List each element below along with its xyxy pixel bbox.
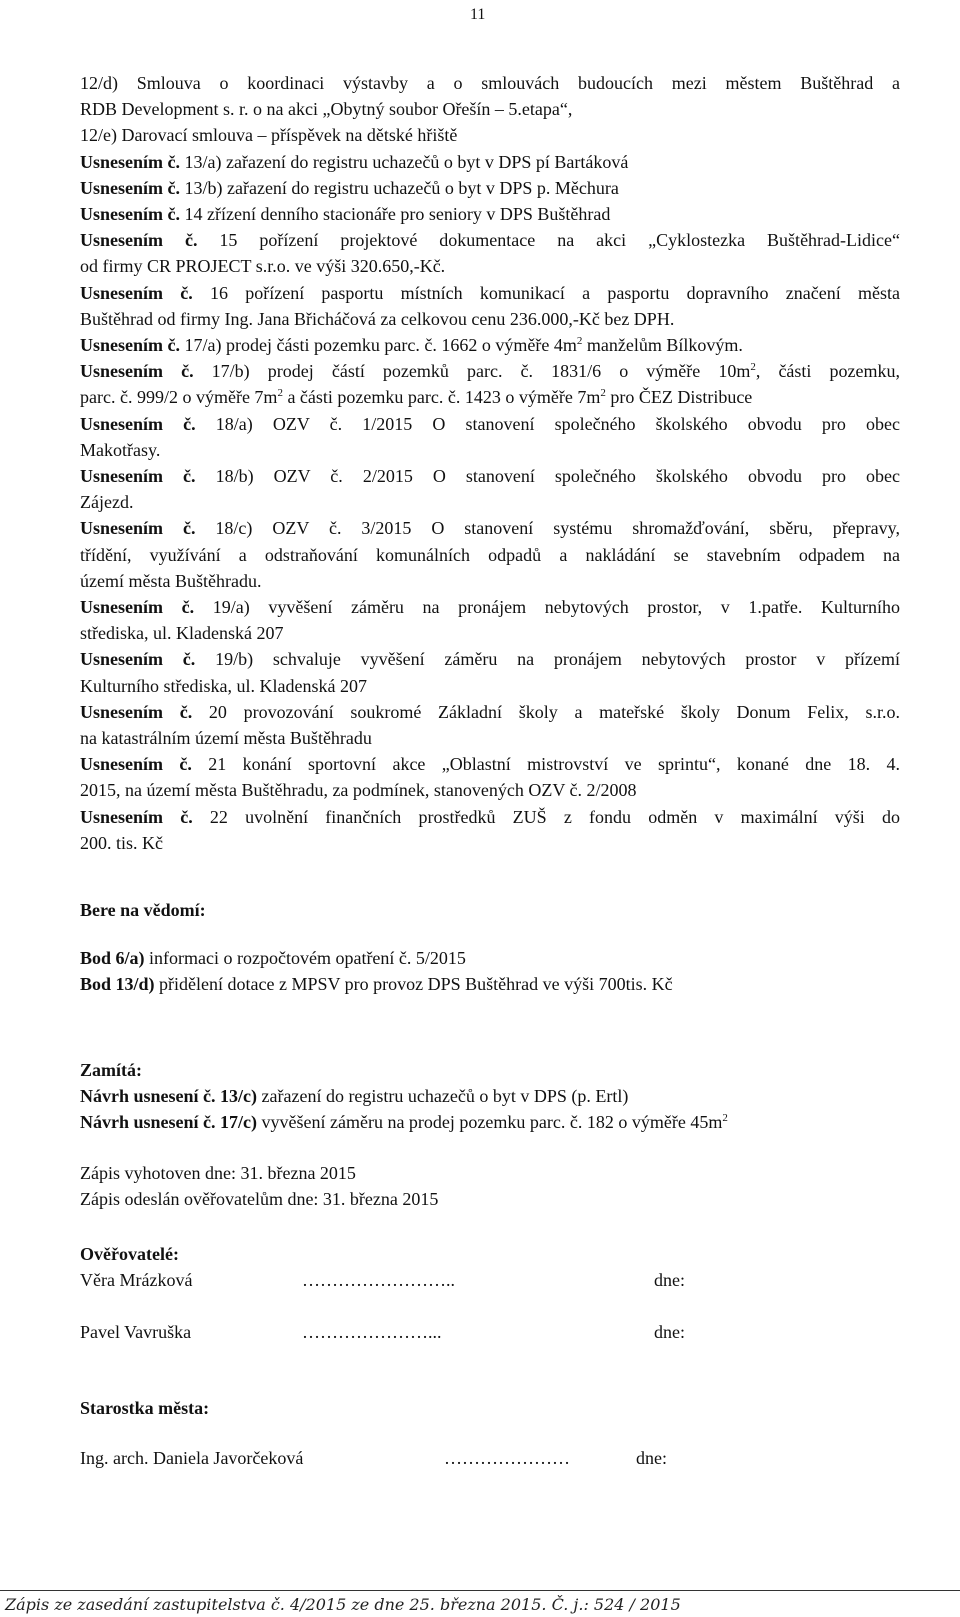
resolution-line: území města Buštěhradu. xyxy=(80,570,262,591)
noted-heading: Bere na vědomí: xyxy=(80,900,206,920)
signature-dots: …………………... xyxy=(302,1322,442,1342)
resolution-line: 2015, na území města Buštěhradu, za podmínek, stanovených OZV č. 2/2008 xyxy=(80,780,637,801)
resolution-line: 200. tis. Kč xyxy=(80,832,163,853)
page-number: 11 xyxy=(470,6,486,23)
verifier-name: Věra Mrázková xyxy=(80,1270,193,1290)
mayor-heading: Starostka města: xyxy=(80,1398,210,1418)
resolution-line: střediska, ul. Kladenská 207 xyxy=(80,623,284,644)
rejected-item: Návrh usnesení č. 13/c) zařazení do registru uchazečů o byt v DPS (p. Ertl) xyxy=(80,1086,629,1106)
resolution-line: Usnesením č. 20 provozování soukromé Základní školy a mateřské školy Donum Felix, s.r.o. xyxy=(80,701,900,722)
mayor-row xyxy=(80,1445,900,1471)
signature-dots: …………………….. xyxy=(302,1270,455,1290)
resolution-line: Usnesením č. 13/b) zařazení do registru uchazečů o byt v DPS p. Měchura xyxy=(80,177,619,198)
resolution-line: Usnesením č. 18/b) OZV č. 2/2015 O stanovení společného školského obvodu pro obec xyxy=(80,466,900,487)
verifier-row xyxy=(80,1319,900,1345)
date-label: dne: xyxy=(654,1322,685,1342)
rejected-section xyxy=(80,1057,900,1135)
verifiers-heading: Ověřovatelé: xyxy=(80,1244,179,1264)
signature-dots: ………………… xyxy=(444,1448,570,1468)
resolution-line: Usnesením č. 15 pořízení projektové dokumentace na akci „Cyklostezka Buštěhrad-Lidice“ xyxy=(80,230,900,251)
resolution-line: na katastrálním území města Buštěhradu xyxy=(80,728,372,749)
record-created: Zápis vyhotoven dne: 31. března 2015 xyxy=(80,1163,356,1183)
resolution-line: Usnesením č. 18/a) OZV č. 1/2015 O stanovení společného školského obvodu pro obec xyxy=(80,413,901,434)
resolution-line: 12/e) Darovací smlouva – příspěvek na dětské hřiště xyxy=(80,125,458,146)
noted-section xyxy=(80,897,900,997)
resolution-line: Usnesením č. 19/a) vyvěšení záměru na pronájem nebytových prostor, v 1.patře. Kulturního xyxy=(80,597,900,618)
rejected-item: Návrh usnesení č. 17/c) vyvěšení záměru na prodej pozemku parc. č. 182 o výměře $45m^2$ xyxy=(80,1112,728,1133)
footer-text: Zápis ze zasedání zastupitelstva č. 4/2015 ze dne 25. března 2015. Č. j.: 524 / 2015 xyxy=(5,1595,681,1614)
mayor-section xyxy=(80,1395,900,1471)
resolution-line: Usnesením č. 19/b) schvaluje vyvěšení záměru na pronájem nebytových prostor v přízemí xyxy=(80,649,900,670)
resolution-line: Usnesením č. 22 uvolnění finančních prostředků ZUŠ z fondu odměn v maximální výši do xyxy=(80,806,901,827)
verifier-row xyxy=(80,1267,900,1293)
resolution-line: Usnesením č. 13/a) zařazení do registru uchazečů o byt v DPS pí Bartáková xyxy=(80,151,629,172)
record-section xyxy=(80,1160,900,1212)
resolution-line: Makotřasy. xyxy=(80,439,161,460)
noted-item: Bod 13/d) přidělení dotace z MPSV pro provoz DPS Buštěhrad ve výši 700tis. Kč xyxy=(80,974,673,995)
rejected-heading: Zamítá: xyxy=(80,1060,142,1080)
page-footer xyxy=(0,1590,960,1617)
resolution-line: třídění, využívání a odstraňování komunálních odpadů a nakládání se stavebním odpadem na xyxy=(80,544,900,565)
resolution-line: Buštěhrad od firmy Ing. Jana Břicháčová za celkovou cenu 236.000,-Kč bez DPH. xyxy=(80,308,675,329)
resolution-line: Usnesením č. 16 pořízení pasportu místních komunikací a pasportu dopravního značení města xyxy=(80,282,900,303)
resolution-line: Usnesením č. 17/a) prodej části pozemku parc. č. 1662 o výměře $4m^2$ manželům Bílkovým. xyxy=(80,335,743,356)
date-label: dne: xyxy=(654,1270,685,1290)
resolutions-list xyxy=(80,70,900,856)
verifier-name: Pavel Vavruška xyxy=(80,1322,192,1342)
verifiers-section xyxy=(80,1241,900,1345)
resolution-line: Usnesením č. 21 konání sportovní akce „Oblastní mistrovství ve sprintu“, konané dne 18. 4. xyxy=(80,754,900,775)
mayor-name: Ing. arch. Daniela Javorčeková xyxy=(80,1448,304,1468)
resolution-line: RDB Development s. r. o na akci „Obytný soubor Ořešín – 5.etapa“, xyxy=(80,99,573,120)
resolution-line: Usnesením č. 17/b) prodej částí pozemků parc. č. 1831/6 o výměře $10m^2$, části pozemku, xyxy=(80,361,900,382)
date-label: dne: xyxy=(636,1448,667,1468)
resolution-line: Usnesením č. 14 zřízení denního stacionáře pro seniory v DPS Buštěhrad xyxy=(80,204,611,225)
record-sent: Zápis odeslán ověřovatelům dne: 31. března 2015 xyxy=(80,1189,439,1210)
resolution-line: Zájezd. xyxy=(80,492,134,513)
noted-item: Bod 6/a) informaci o rozpočtovém opatření č. 5/2015 xyxy=(80,948,466,968)
resolution-line: parc. č. 999/2 o výměře $7m^2$ a části pozemku parc. č. 1423 o výměře $7m^2$ pro ČEZ Distribuce xyxy=(80,387,753,408)
resolution-line: Kulturního střediska, ul. Kladenská 207 xyxy=(80,675,367,696)
resolution-line: Usnesením č. 18/c) OZV č. 3/2015 O stanovení systému shromažďování, sběru, přepravy, xyxy=(80,518,900,539)
resolution-line: 12/d) Smlouva o koordinaci výstavby a o smlouvách budoucích mezi městem Buštěhrad a xyxy=(80,73,900,93)
resolution-line: od firmy CR PROJECT s.r.o. ve výši 320.650,-Kč. xyxy=(80,256,446,277)
